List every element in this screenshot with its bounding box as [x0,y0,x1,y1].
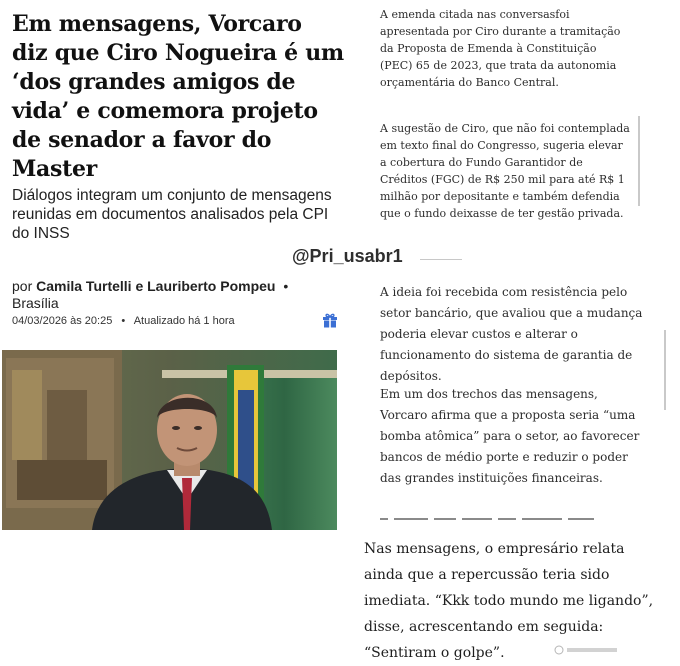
watermark-divider [420,259,462,260]
right-middle-paragraph-2: Em um dos trechos das mensagens, Vorcaro afirma que a proposta seria “uma bomba atômica” para o setor, ao favorecer bancos de médio porte e reduzir o poder das grandes instituições financeiras. [380,387,640,485]
updated-time: Atualizado há 1 hora [133,315,235,327]
gift-icon[interactable] [322,312,338,328]
right-top-scrollbar[interactable] [638,116,640,206]
article-photo [2,350,337,530]
watermark-handle: @Pri_usabr1 [292,246,403,266]
right-middle-article-excerpt [370,276,680,526]
byline-location: Brasília [12,295,59,311]
right-top-paragraph-1: A emenda citada nas conversasfoi apresentada por Ciro durante a tramitação da Proposta de Emenda à Constituição (PEC) 65 de 2023, que trata da autonomia orçamentária do Banco Central. [380,8,621,89]
article-byline [12,278,342,312]
byline-separator: • [283,278,289,294]
corner-logo-mark [554,642,624,652]
right-middle-scrollbar[interactable] [664,330,666,410]
cut-off-text-line [380,518,620,524]
article-subtitle: Diálogos integram um conjunto de mensagens reunidas em documentos analisados pela CPI do INSS [12,187,332,242]
byline-prefix: por [12,278,33,294]
bottom-right-paragraph: Nas mensagens, o empresário relata ainda que a repercussão teria sido imediata. “Kkk todo mundo me ligando”, disse, acrescentando em seguida: “Sentiram o golpe”. [364,541,654,661]
byline-authors[interactable]: Camila Turtelli e Lauriberto Pompeu [36,278,276,294]
article-headline: Em mensagens, Vorcaro diz que Ciro Nogueira é um ‘dos grandes amigos de vida’ e comemora projeto de senador a favor do Master [12,11,344,182]
right-top-paragraph-2: A sugestão de Ciro, que não foi contemplada em texto final do Congresso, sugeria elevar a cobertura do Fundo Garantidor de Créditos (FGC) de R$ 250 mil para até R$ 1 milhão por depositante e também defendia que o fundo deixasse de ter gestão privada. [380,122,630,220]
bottom-right-article-excerpt [354,532,680,661]
right-middle-paragraph-1: A ideia foi recebida com resistência pelo setor bancário, que avaliou que a mudança poderia elevar custos e alterar o funcionamento do sistema de garantia de depósitos. [380,285,643,383]
published-date: 04/03/2026 às 20:25 [12,315,113,327]
meta-separator: • [121,315,126,327]
right-top-article-excerpt [370,0,680,244]
article-meta [12,315,312,327]
